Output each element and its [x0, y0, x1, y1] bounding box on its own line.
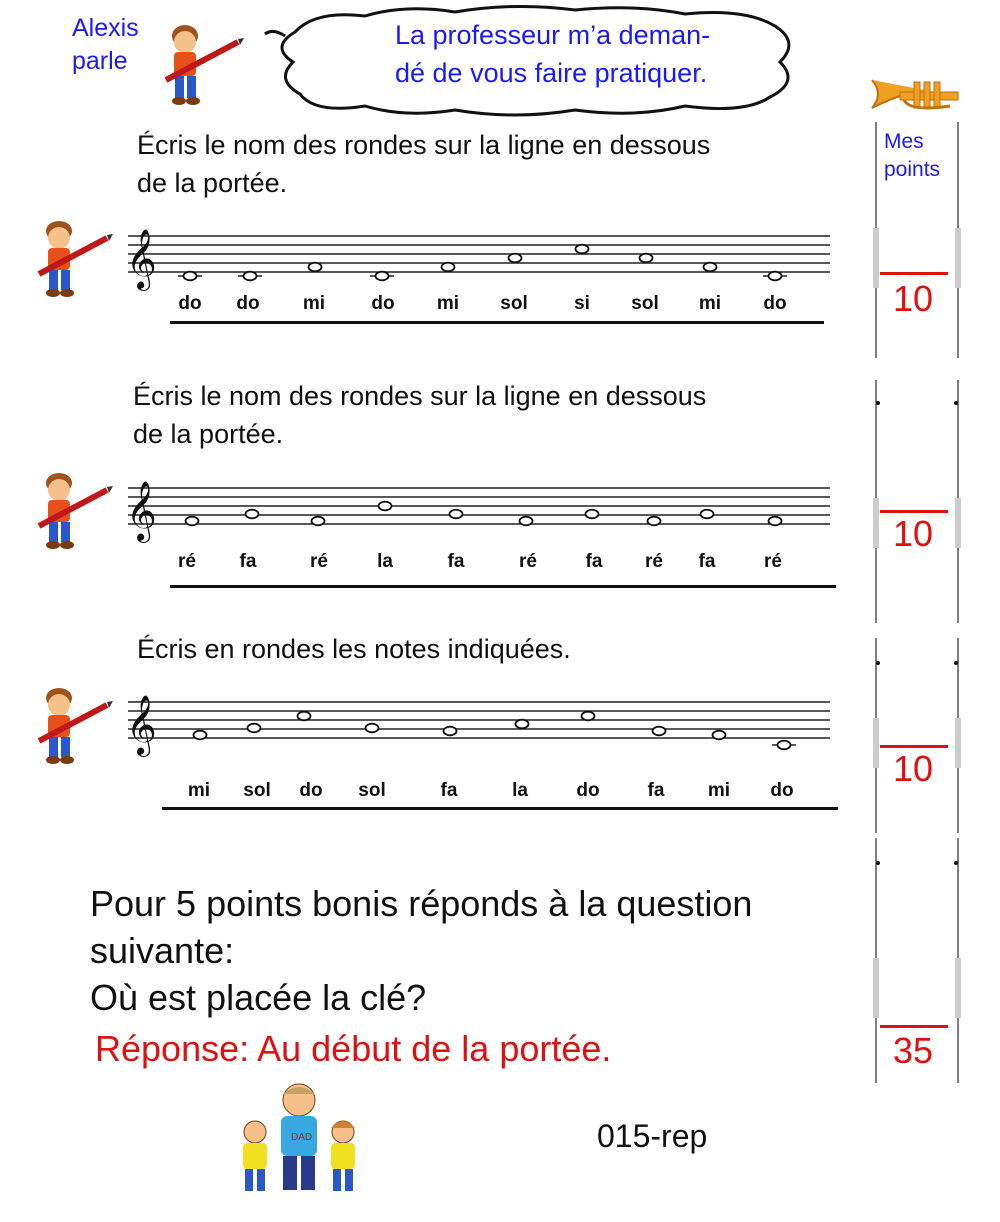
answer-note: si — [574, 293, 590, 314]
answer-note: do — [299, 780, 323, 801]
answer-note: fa — [447, 551, 465, 572]
answer-note: sol — [631, 293, 659, 314]
exercise-2-instruction-line-2: de la portée. — [133, 419, 284, 449]
points-title-line-1: Mes — [884, 130, 924, 153]
whole-note — [444, 727, 457, 736]
bonus-line-2: suivante: — [90, 930, 235, 971]
whole-note — [576, 245, 589, 254]
answer-note: ré — [519, 551, 537, 572]
whole-note — [653, 727, 666, 736]
whole-note — [648, 517, 661, 526]
whole-note — [442, 263, 455, 272]
exercise-1-instruction — [137, 126, 710, 202]
answer-note: ré — [645, 551, 663, 572]
bonus-question — [90, 880, 752, 1021]
bubble-line-1: La professeur m’a deman- — [395, 20, 711, 50]
speaker-verb: parle — [72, 47, 128, 75]
trumpet-icon — [870, 74, 965, 114]
bubble-line-2: dé de vous faire pratiquer. — [395, 58, 708, 88]
whole-note — [701, 510, 714, 519]
answer-note: fa — [647, 780, 665, 801]
svg-text:DAD: DAD — [291, 1132, 313, 1143]
answer-note: la — [377, 551, 393, 572]
whole-note — [246, 510, 259, 519]
exercise-1-instruction-line-2: de la portée. — [137, 168, 288, 198]
treble-clef-icon: 𝄞 — [126, 481, 157, 541]
whole-note — [704, 263, 717, 272]
score-total: 35 — [893, 1030, 934, 1071]
answer-note: mi — [436, 293, 460, 314]
exercise-3-instruction-line-1: Écris en rondes les notes indiquées. — [137, 634, 571, 664]
treble-clef-icon: 𝄞 — [126, 229, 157, 289]
boy-pencil-icon — [35, 218, 115, 302]
answer-note: sol — [243, 780, 271, 801]
answer-note: fa — [698, 551, 716, 572]
bonus-question-text: Où est placée la clé? — [90, 977, 427, 1018]
exercise-1-instruction-line-1: Écris le nom des rondes sur la ligne en dessous — [137, 130, 711, 160]
answer-note: ré — [310, 551, 328, 572]
score-2: 10 — [893, 513, 934, 554]
whole-note — [586, 510, 599, 519]
bonus-line-1: Pour 5 points bonis réponds à la question — [90, 883, 753, 924]
flute-column-decoration — [870, 118, 965, 1088]
score-3: 10 — [893, 748, 934, 789]
exercise-2-instruction — [133, 377, 706, 453]
speaker-label — [72, 12, 139, 78]
whole-note — [450, 510, 463, 519]
points-column-title — [884, 128, 940, 184]
boy-pencil-illustration — [160, 22, 245, 112]
answer-note: do — [576, 780, 600, 801]
family-illustration — [225, 1080, 375, 1198]
answer-note: fa — [440, 780, 458, 801]
exercise-2-answers — [0, 551, 1000, 575]
answer-note: fa — [585, 551, 603, 572]
answer-note: mi — [187, 780, 211, 801]
speech-bubble-text — [395, 16, 775, 92]
whole-note — [298, 712, 311, 721]
boy-pencil-icon — [35, 685, 115, 769]
whole-note — [379, 502, 392, 511]
exercise-2-staff — [120, 466, 840, 546]
whole-note — [520, 517, 533, 526]
score-line-4 — [880, 1025, 948, 1028]
speaker-name: Alexis — [72, 14, 139, 42]
whole-note — [769, 517, 782, 526]
answer-note: mi — [698, 293, 722, 314]
answer-note: do — [178, 293, 202, 314]
whole-note — [769, 272, 782, 281]
whole-note — [640, 254, 653, 263]
treble-clef-icon: 𝄞 — [126, 695, 157, 755]
whole-note — [312, 517, 325, 526]
exercise-2-answer-line — [170, 585, 836, 588]
whole-note — [194, 731, 207, 740]
whole-note — [516, 720, 529, 729]
whole-note — [713, 731, 726, 740]
answer-note: fa — [239, 551, 257, 572]
answer-note: do — [371, 293, 395, 314]
exercise-3-answer-line — [162, 807, 838, 810]
answer-note: mi — [707, 780, 731, 801]
answer-note: la — [512, 780, 528, 801]
boy-pencil-icon — [35, 470, 115, 554]
answer-note: do — [770, 780, 794, 801]
exercise-1-answers — [0, 293, 1000, 317]
whole-note — [509, 254, 522, 263]
points-title-line-2: points — [884, 158, 941, 181]
whole-note — [186, 517, 199, 526]
whole-note — [582, 712, 595, 721]
answer-note: do — [236, 293, 260, 314]
score-line-1 — [880, 272, 948, 275]
whole-note — [309, 263, 322, 272]
answer-note: mi — [302, 293, 326, 314]
exercise-3-answers — [0, 780, 1000, 804]
whole-note — [248, 724, 261, 733]
exercise-3-instruction — [137, 630, 571, 668]
exercise-1-staff — [120, 214, 840, 294]
whole-note — [376, 272, 389, 281]
whole-note — [778, 741, 791, 750]
whole-note — [184, 272, 197, 281]
answer-note: do — [763, 293, 787, 314]
answer-note: ré — [764, 551, 782, 572]
exercise-3-staff — [120, 680, 840, 760]
bonus-answer: Réponse: Au début de la portée. — [95, 1028, 612, 1069]
whole-note — [244, 272, 257, 281]
answer-note: ré — [178, 551, 196, 572]
answer-note: sol — [358, 780, 386, 801]
score-1: 10 — [893, 278, 934, 319]
whole-note — [366, 724, 379, 733]
exercise-2-instruction-line-1: Écris le nom des rondes sur la ligne en dessous — [133, 381, 707, 411]
answer-note: sol — [500, 293, 528, 314]
worksheet-code: 015-rep — [597, 1118, 708, 1154]
exercise-1-answer-line — [170, 321, 824, 324]
